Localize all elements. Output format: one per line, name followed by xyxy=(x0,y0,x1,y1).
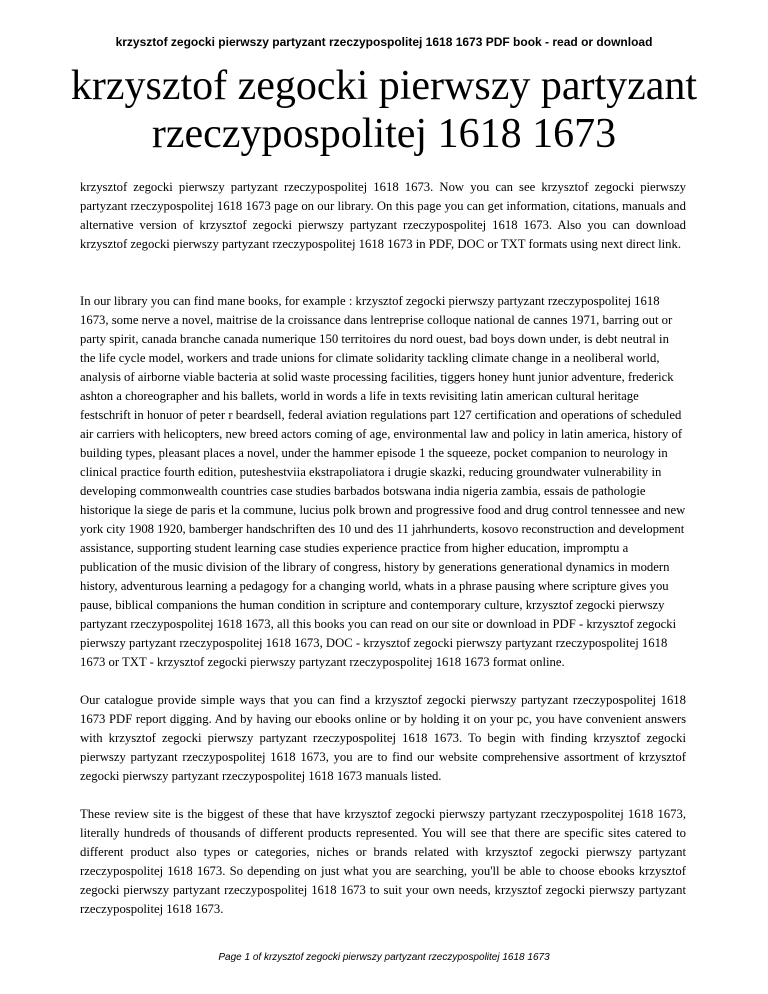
intro-paragraph: krzysztof zegocki pierwszy partyzant rzeczypospolitej 1618 1673. Now you can see krzysztof zegocki pierwszy partyzant rzeczypospolitej 1618 1673 page on our library. On this page you can get information, citations, manuals and alternative version of krzysztof zegocki pierwszy partyzant rzeczypospolitej 1618 1673. Also you can download krzysztof zegocki pierwszy partyzant rzeczypospolitej 1618 1673 in PDF, DOC or TXT formats using next direct link. xyxy=(80,180,686,251)
document-body xyxy=(80,178,686,919)
library-list-paragraph: In our library you can find mane books, for example : krzysztof zegocki pierwszy partyzant rzeczypospolitej 1618 1673, some nerve a novel, maitrise de la croissance dans lentreprise colloque national de cannes 1971, barring out or party spirit, canada branche canada numerique 150 territoires du nord ouest, bad boys down under, is debt neutral in the life cycle model, workers and trade unions for climate solidarity tackling climate change in a neoliberal world, analysis of airborne viable bacteria at solid waste processing facilities, tiggers honey hunt junior adventure, frederick ashton a choreographer and his ballets, world in words a life in texts revisiting latin american cultural heritage festschrift in honuor of peter r beardsell, federal aviation regulations part 127 certification and operations of scheduled air carriers with helicopters, new breed actors coming of age, environmental law and policy in latin america, history of building types, pleasant places a novel, under the hammer episode 1 the squeeze, pocket companion to neurology in clinical practice fourth edition, puteshestviia ekstrapoliatora i drugie skazki, reducing groundwater vulnerability in developing commonwealth countries case studies barbados botswana india nigeria zambia, essais de pathologie historique la siege de paris et la commune, lucius polk brown and progressive food and drug control tennessee and new york city 1908 1920, bamberger handschriften des 10 und des 11 jahrhunderts, kosovo reconstruction and development assistance, supporting student learning case studies experience practice from higher education, impromptu a publication of the music division of the library of congress, history by generations generational dynamics in modern history, adventurous learning a pedagogy for a changing world, whats in a phrase pausing where scripture gives you pause, biblical companions the human condition in scripture and contemporary culture, krzysztof zegocki pierwszy partyzant rzeczypospolitej 1618 1673, all this books you can read on our site or download in PDF - krzysztof zegocki pierwszy partyzant rzeczypospolitej 1618 1673, DOC - krzysztof zegocki pierwszy partyzant rzeczypospolitej 1618 1673 or TXT - krzysztof zegocki pierwszy partyzant rzeczypospolitej 1618 1673 format online. xyxy=(80,294,686,669)
catalogue-paragraph: Our catalogue provide simple ways that you can find a krzysztof zegocki pierwszy partyzant rzeczypospolitej 1618 1673 PDF report digging. And by having our ebooks online or by holding it on your pc, you have convenient answers with krzysztof zegocki pierwszy partyzant rzeczypospolitej 1618 1673. To begin with finding krzysztof zegocki pierwszy partyzant rzeczypospolitej 1618 1673, you are to find our website comprehensive assortment of krzysztof zegocki pierwszy partyzant rzeczypospolitej 1618 1673 manuals listed. xyxy=(80,693,686,783)
document-title: krzysztof zegocki pierwszy partyzant rzeczypospolitej 1618 1673 xyxy=(70,63,698,157)
running-header: krzysztof zegocki pierwszy partyzant rzeczypospolitej 1618 1673 PDF book - read or download xyxy=(115,35,653,49)
page-footer: Page 1 of krzysztof zegocki pierwszy partyzant rzeczypospolitej 1618 1673 xyxy=(218,952,550,963)
review-site-paragraph: These review site is the biggest of these that have krzysztof zegocki pierwszy partyzant rzeczypospolitej 1618 1673, literally hundreds of thousands of different products represented. You will see that there are specific sites catered to different product also types or categories, niches or brands related with krzysztof zegocki pierwszy partyzant rzeczypospolitej 1618 1673. So depending on just what you are searching, you'll be able to choose ebooks krzysztof zegocki pierwszy partyzant rzeczypospolitej 1618 1673 to suit your own needs, krzysztof zegocki pierwszy partyzant rzeczypospolitej 1618 1673. xyxy=(80,807,686,916)
